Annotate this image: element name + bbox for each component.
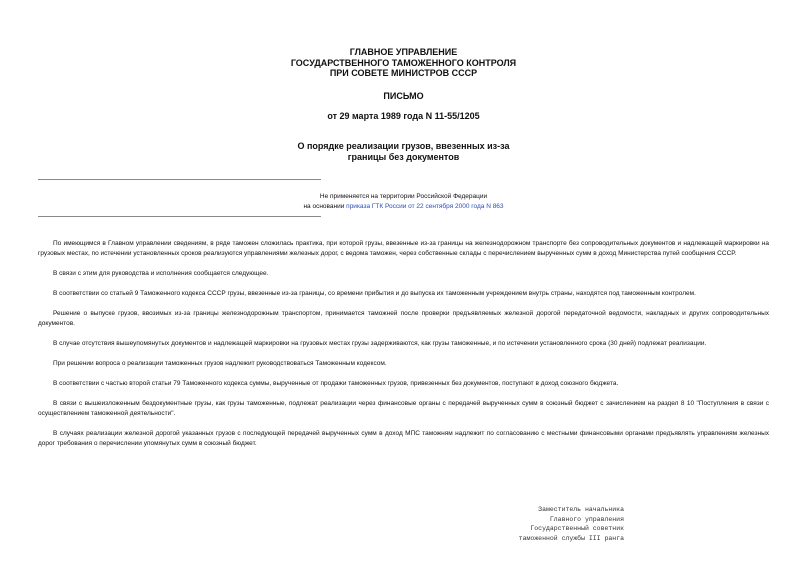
authority-line: ГЛАВНОЕ УПРАВЛЕНИЕ — [349, 47, 458, 57]
order-link[interactable]: приказа ГТК России от 22 сентября 2000 года N 863 — [346, 203, 504, 210]
divider-bottom — [38, 216, 321, 217]
notice-prefix: на основании — [303, 203, 347, 210]
letter-body — [38, 239, 769, 459]
document-subject — [0, 141, 807, 162]
body-paragraph: По имеющимся в Главном управлении сведениям, в ряде таможен сложилась практика, при которой грузы, ввезенные из-за границы на железнодорожном транспорте без сопроводительных документов и надлежащей маркировки на грузовых местах, по истечении установленных сроков реализуются управлениями железных дорог, с ведома таможен, через собственные склады с перечислением вырученных сумм в доход Министерства путей сообщения СССР. — [38, 240, 769, 257]
authority-line: ГОСУДАРСТВЕННОГО ТАМОЖЕННОГО КОНТРОЛЯ — [290, 57, 517, 68]
signature-line: таможенной службы III ранга — [518, 534, 624, 542]
document-date-number: от 29 марта 1989 года N 11-55/1205 — [327, 111, 480, 121]
body-paragraph: В связи с вышеизложенным бездокументные грузы, как грузы таможенные, подлежат реализации через финансовые органы с передачей вырученных сумм в союзный бюджет с зачислением на раздел 8 10 "Поступления в связи с осуществлением таможенной деятельности". — [38, 400, 769, 417]
body-paragraph: В соответствии со статьей 9 Таможенного кодекса СССР грузы, ввезенные из-за границы, со времени прибытия и до выпуска их таможенным учреждением внутрь страны, находятся под таможенным контролем. — [53, 290, 696, 297]
subject-line: границы без документов — [347, 151, 460, 162]
body-paragraph: При решении вопроса о реализации таможенных грузов надлежит руководствоваться Таможенным кодексом. — [53, 360, 387, 367]
body-paragraph: В связи с этим для руководства и исполнения сообщается следующее. — [53, 270, 269, 277]
document-type: ПИСЬМО — [383, 91, 424, 101]
body-paragraph: В соответствии с частью второй статьи 79 Таможенного кодекса суммы, вырученные от продажи таможенных грузов, привезенных без документов, поступают в доход союзного бюджета. — [53, 380, 619, 387]
notice-line: Не применяется на территории Российской Федерации — [319, 193, 488, 200]
validity-notice — [0, 192, 807, 212]
signature-line: Государственный советник — [530, 525, 624, 532]
authority-line: ПРИ СОВЕТЕ МИНИСТРОВ СССР — [329, 68, 478, 78]
body-paragraph: В случаях реализации железной дорогой указанных грузов с последующей передачей вырученных сумм в доход МПС таможням надлежит по согласованию с местными финансовыми органами предъявлять управлениям железных дорог требования о перечислении упомянутых сумм в союзный бюджет. — [38, 430, 769, 447]
divider-top — [38, 179, 321, 180]
body-paragraph: В случае отсутствия вышеупомянутых документов и надлежащей маркировки на грузовых местах грузы задерживаются, как грузы таможенные, и по истечении установленного срока (30 дней) подлежат реализации. — [53, 340, 707, 347]
subject-line: О порядке реализации грузов, ввезенных из-за — [297, 141, 510, 151]
signature-line: Главного управления — [549, 515, 624, 523]
signature-line: Заместитель начальника — [538, 506, 624, 513]
issuing-authority — [0, 47, 807, 79]
notice-line-2 — [0, 202, 807, 212]
body-paragraph: Решение о выпуске грузов, ввозимых из-за границы железнодорожным транспортом, принимается таможней после проверки предъявляемых железной дорогой передаточной ведомости, накладных и других сопроводительных документов. — [38, 310, 769, 327]
signature-block — [490, 505, 624, 543]
